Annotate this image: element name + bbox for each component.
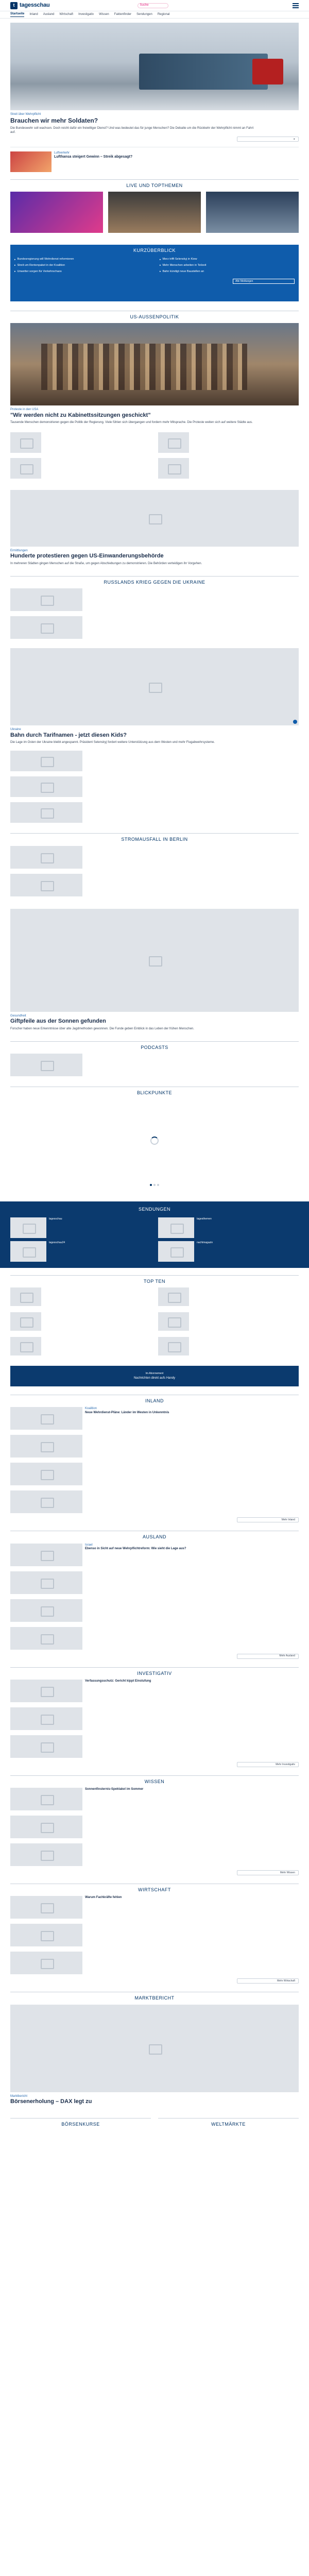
ukraine-list-image	[10, 776, 82, 797]
ukraine-lead[interactable]	[0, 648, 309, 744]
inland-item[interactable]	[10, 1407, 299, 1430]
wissen-more-button[interactable]: Mehr Wissen	[237, 1870, 299, 1875]
nav-item-ausland[interactable]: Ausland	[43, 12, 55, 16]
hero-teaser-text: Die Bundeswehr soll wachsen. Doch reicht dafür ein freiwilliger Dienst? Und was bedeutet das für junge Menschen? Die Debatte um die Rückkehr der Wehrpflicht nimmt an Fahrt auf.	[10, 126, 254, 134]
mid-article-title[interactable]: Hunderte protestieren gegen US-Einwanderungsbehörde	[10, 553, 164, 560]
sendung-item[interactable]	[158, 1217, 299, 1236]
podcasts-heading-line	[10, 1041, 299, 1042]
inland-title[interactable]: Neue Wehrdienst-Pläne: Länder im Westen in Unkenntnis	[85, 1411, 169, 1414]
live-heading: LIVE UND TOPTHEMEN	[126, 182, 183, 188]
top-small-teaser[interactable]	[10, 147, 299, 172]
markt-image	[10, 2005, 299, 2092]
wirtschaft-item[interactable]	[10, 1952, 299, 1974]
ausland-item[interactable]	[10, 1544, 299, 1566]
investigativ-item[interactable]	[10, 1707, 299, 1730]
sendung-label[interactable]: tagesthemen	[197, 1217, 212, 1221]
big-block-title[interactable]: Giftpfeile aus der Sonnen gefunden	[10, 1018, 106, 1025]
us-small-image	[158, 458, 189, 479]
hero-teaser[interactable]	[0, 23, 309, 142]
sendung-item[interactable]	[10, 1217, 151, 1236]
hero-image-subject	[139, 54, 268, 90]
inland-topline: Koalition	[85, 1407, 97, 1411]
nav-item-sendungen[interactable]: Sendungen	[136, 12, 152, 16]
inland-item[interactable]	[10, 1490, 299, 1513]
mid-article[interactable]	[0, 490, 309, 566]
us-lead-title[interactable]: "Wir werden nicht zu Kabinettssitzungen geschickt"	[10, 412, 151, 418]
wissen-item[interactable]	[10, 1788, 299, 1810]
us-small-item[interactable]	[10, 432, 151, 451]
kurzueberblick-item[interactable]: ▸ Merz trifft Selenskyj in Kiew	[160, 258, 295, 261]
menu-icon[interactable]	[293, 3, 299, 8]
inland-heading: INLAND	[145, 1398, 164, 1404]
sendungen-band	[0, 1201, 309, 1268]
us-small-item[interactable]	[158, 432, 299, 451]
investigativ-item[interactable]	[10, 1680, 299, 1702]
wirtschaft-image	[10, 1924, 82, 1946]
hero-image	[10, 23, 299, 110]
nav-item-investigativ[interactable]: Investigativ	[78, 12, 94, 16]
us-small-grid	[0, 432, 309, 477]
us-lead-teaser[interactable]	[0, 323, 309, 425]
big-block-topline: Gesundheit	[10, 1014, 26, 1018]
wirtschaft-title[interactable]: Warum Fachkräfte fehlen	[85, 1896, 122, 1900]
ausland-title[interactable]: Ebenso in Sicht auf neue Wehrpflichtreform: Wie sieht die Lage aus?	[85, 1547, 186, 1551]
sendung-label[interactable]: tagesschau24	[49, 1241, 65, 1244]
kurzueberblick-item[interactable]: ▸ Streit um Rentenpaket in der Koalition	[14, 264, 149, 267]
topten-image	[10, 1287, 41, 1306]
hero-title[interactable]: Brauchen wir mehr Soldaten?	[10, 116, 98, 124]
wirtschaft-more-button[interactable]: Mehr Wirtschaft	[237, 1978, 299, 1984]
ukraine-item-image	[10, 616, 82, 639]
markt-teaser[interactable]	[0, 2005, 309, 2106]
weltmaerkte-heading[interactable]: WELTMÄRKTE	[211, 2121, 246, 2127]
topten-item[interactable]	[158, 1337, 299, 1355]
kurzueberblick-item[interactable]: ▸ Bundesregierung will Wehrdienst reformieren	[14, 258, 149, 261]
mid-article-teaser: In mehreren Städten gingen Menschen auf die Straße, um gegen Abschiebungen zu demonstrieren. Die Behörden verteidigen ihr Vorgehen.	[10, 562, 202, 565]
topten-heading: TOP TEN	[143, 1278, 165, 1284]
ukraine-list-image	[10, 751, 82, 771]
search-label: Suche	[140, 3, 149, 7]
ausland-topline: Israel	[85, 1543, 93, 1547]
berlin-item-image	[10, 874, 82, 896]
top-bar	[0, 0, 309, 11]
live-teasers	[0, 192, 309, 234]
ukraine-lead-image	[10, 648, 299, 725]
kurzueberblick-button[interactable]: Alle Meldungen	[233, 279, 295, 284]
subscribe-label: Im Abonnement	[145, 1371, 164, 1375]
sendung-image	[158, 1241, 194, 1262]
kurzueberblick-item[interactable]: ▸ Mehr Menschen arbeiten in Teilzeit	[160, 264, 295, 267]
us-lead-topline: Proteste in den USA	[10, 408, 39, 412]
wissen-image	[10, 1788, 82, 1810]
investigativ-image	[10, 1707, 82, 1730]
live-item[interactable]	[10, 192, 103, 234]
us-lead-image	[10, 323, 299, 405]
live-heading-line	[10, 179, 299, 180]
topten-item[interactable]	[10, 1287, 151, 1306]
inland-image	[10, 1490, 82, 1513]
mid-article-topline: Ermittlungen	[10, 549, 28, 552]
ukraine-item[interactable]	[10, 588, 299, 611]
ausland-image	[10, 1599, 82, 1622]
investigativ-item[interactable]	[10, 1735, 299, 1758]
berlin-item[interactable]	[10, 846, 299, 869]
inland-item[interactable]	[10, 1463, 299, 1485]
carousel-dots[interactable]	[0, 1184, 309, 1186]
ukraine-list	[0, 751, 309, 823]
sendung-label[interactable]: nachtmagazin	[197, 1241, 213, 1244]
top-small-topline: Luftverkehr	[54, 151, 70, 155]
blickpunkte-heading: BLICKPUNKTE	[136, 1090, 173, 1096]
topten-item[interactable]	[158, 1312, 299, 1331]
ukraine-lead-title[interactable]: Bahn durch Tarifnamen - jetzt diesen Kids?	[10, 732, 127, 738]
subscribe-banner[interactable]	[10, 1366, 299, 1386]
wissen-image	[10, 1843, 82, 1866]
wirtschaft-image	[10, 1896, 82, 1919]
live-item-image	[206, 192, 299, 233]
investigativ-heading: INVESTIGATIV	[137, 1670, 172, 1676]
kurzueberblick-item[interactable]: ▸ Bahn kündigt neue Baustellen an	[160, 270, 295, 274]
wissen-item[interactable]	[10, 1816, 299, 1838]
brand-logo[interactable]	[10, 2, 50, 9]
us-small-image	[10, 432, 41, 453]
sendung-label[interactable]: tagesschau	[49, 1217, 62, 1221]
sendung-image	[158, 1217, 194, 1238]
wirtschaft-list	[0, 1896, 309, 1984]
live-item[interactable]	[206, 192, 299, 234]
top-small-image	[10, 151, 52, 172]
live-item-image	[10, 192, 103, 233]
mid-article-image	[10, 490, 299, 547]
live-item[interactable]	[108, 192, 201, 234]
berlin-heading: STROMAUSFALL IN BERLIN	[121, 837, 188, 842]
hero-image-detail	[252, 59, 283, 84]
ausland-more-button[interactable]: Mehr Ausland	[237, 1654, 299, 1659]
investigativ-image	[10, 1735, 82, 1758]
inland-item[interactable]	[10, 1435, 299, 1458]
ausland-image	[10, 1544, 82, 1566]
ukraine-item[interactable]	[10, 616, 299, 639]
ausland-item[interactable]	[10, 1627, 299, 1650]
sendung-image	[10, 1217, 46, 1238]
nav-item-wirtschaft[interactable]: Wirtschaft	[59, 12, 74, 16]
berlin-item-image	[10, 846, 82, 869]
boersenkurse-heading[interactable]: BÖRSENKURSE	[61, 2121, 100, 2127]
ukraine-item-image	[10, 588, 82, 611]
kurzueberblick-heading: KURZÜBERBLICK	[133, 247, 176, 253]
big-block[interactable]	[0, 909, 309, 1031]
blickpunkte-loader	[0, 1099, 309, 1182]
topten-item[interactable]	[158, 1287, 299, 1306]
ausland-list	[0, 1544, 309, 1659]
podcasts-heading: PODCASTS	[141, 1045, 168, 1050]
sendung-item[interactable]	[10, 1241, 151, 1260]
wissen-list	[0, 1788, 309, 1875]
sendung-item[interactable]	[158, 1241, 299, 1260]
markt-heading: MARKTBERICHT	[134, 1995, 175, 2001]
kurzueberblick-box	[10, 245, 299, 301]
ausland-item[interactable]	[10, 1571, 299, 1594]
markt-title[interactable]: Börsenerholung – DAX legt zu	[10, 2098, 92, 2105]
podcast-item[interactable]	[10, 1054, 299, 1076]
logo-mark-icon: t	[10, 2, 18, 9]
topten-image	[10, 1337, 41, 1355]
topten-image	[158, 1337, 189, 1355]
topten-image	[158, 1312, 189, 1331]
brand-name: tagesschau	[20, 2, 50, 8]
topten-item[interactable]	[10, 1337, 151, 1355]
us-small-image	[158, 432, 189, 453]
big-block-image	[10, 909, 299, 1012]
berlin-item[interactable]	[10, 874, 299, 896]
wissen-image	[10, 1816, 82, 1838]
boerse-row	[0, 2118, 309, 2130]
kurzueberblick-item[interactable]: ▸ Unwetter sorgen für Verkehrschaos	[14, 270, 149, 274]
berlin-heading-line	[10, 833, 299, 834]
topten-item[interactable]	[10, 1312, 151, 1331]
ukraine-heading-line	[10, 576, 299, 577]
ukraine-top-list	[0, 588, 309, 639]
berlin-list	[0, 846, 309, 896]
wissen-heading: WISSEN	[144, 1778, 165, 1784]
investigativ-title[interactable]: Verfassungsschutz: Gericht kippt Einstufung	[85, 1679, 151, 1683]
subscribe-text: Nachrichten direkt aufs Handy	[133, 1376, 176, 1380]
ukraine-list-item[interactable]	[10, 751, 299, 771]
ukraine-list-image	[10, 802, 82, 823]
ukraine-lead-topline: Ukraine	[10, 728, 21, 732]
wirtschaft-image	[10, 1952, 82, 1974]
us-heading: US-AUSSENPOLITIK	[130, 314, 179, 319]
podcast-image	[10, 1054, 82, 1076]
topten-grid	[0, 1287, 309, 1355]
investigativ-more-button[interactable]: Mehr Investigativ	[237, 1762, 299, 1767]
ukraine-list-item[interactable]	[10, 802, 299, 823]
ausland-image	[10, 1627, 82, 1650]
sendung-image	[10, 1241, 46, 1262]
inland-image	[10, 1463, 82, 1485]
ukraine-heading: RUSSLANDS KRIEG GEGEN DIE UKRAINE	[104, 579, 205, 585]
wirtschaft-item[interactable]	[10, 1896, 299, 1919]
live-item-image	[108, 192, 201, 233]
inland-more-button[interactable]: Mehr Inland	[237, 1517, 299, 1522]
nav-item-regional[interactable]: Regional	[157, 12, 170, 16]
wissen-heading-line	[10, 1775, 299, 1776]
hero-more-button[interactable]: ▸	[237, 137, 299, 142]
us-small-item[interactable]	[158, 458, 299, 477]
add-icon[interactable]	[293, 720, 297, 724]
main-nav	[0, 11, 309, 19]
ausland-item[interactable]	[10, 1599, 299, 1622]
loading-spinner-icon	[150, 1137, 159, 1145]
markt-topline: Marktbericht	[10, 2094, 28, 2098]
topten-image	[10, 1312, 41, 1331]
inland-list	[0, 1407, 309, 1522]
ausland-image	[10, 1571, 82, 1594]
hero-topline: Streit über Wehrpflicht	[10, 113, 41, 116]
us-small-image	[10, 458, 41, 479]
ausland-heading: AUSLAND	[142, 1534, 166, 1540]
investigativ-list	[0, 1680, 309, 1767]
nav-item-home[interactable]: Startseite	[10, 12, 24, 17]
wirtschaft-heading: WIRTSCHAFT	[138, 1887, 171, 1893]
investigativ-image	[10, 1680, 82, 1702]
big-block-teaser: Forscher haben neue Erkenntnisse über alte Jagdmethoden gewonnen. Die Funde geben Einblick in das Leben der frühen Menschen.	[10, 1027, 194, 1030]
topten-image	[158, 1287, 189, 1306]
wissen-item[interactable]	[10, 1843, 299, 1866]
ukraine-lead-teaser: Die Lage im Osten der Ukraine bleibt angespannt. Präsident Selenskyj fordert weitere Unterstützung aus dem Westen und mehr Flugabwehrsysteme.	[10, 741, 215, 744]
nav-item-wissen[interactable]: Wissen	[99, 12, 109, 16]
podcasts-row	[0, 1054, 309, 1076]
wirtschaft-item[interactable]	[10, 1924, 299, 1946]
ukraine-list-item[interactable]	[10, 776, 299, 797]
us-lead-teaser-text: Tausende Menschen demonstrieren gegen die Politik der Regierung. Viele fühlen sich übergangen und fordern mehr Mitsprache. Die Proteste weiten sich auf weitere Städte aus.	[10, 421, 253, 425]
investigativ-heading-line	[10, 1667, 299, 1668]
sendungen-heading: SENDUNGEN	[138, 1206, 170, 1212]
search-button[interactable]	[138, 3, 168, 8]
top-small-title[interactable]: Lufthansa steigert Gewinn – Streik abgesagt?	[54, 155, 133, 159]
us-small-item[interactable]	[10, 458, 151, 477]
inland-image	[10, 1407, 82, 1430]
inland-image	[10, 1435, 82, 1458]
nav-item-inland[interactable]: Inland	[29, 12, 38, 16]
topten-heading-line	[10, 1275, 299, 1276]
wissen-title[interactable]: Sonnenfinsternis-Spektakel im Sommer	[85, 1788, 144, 1791]
us-lead-image-crowd	[41, 344, 247, 390]
nav-item-faktenfinder[interactable]: Faktenfinder	[114, 12, 132, 16]
